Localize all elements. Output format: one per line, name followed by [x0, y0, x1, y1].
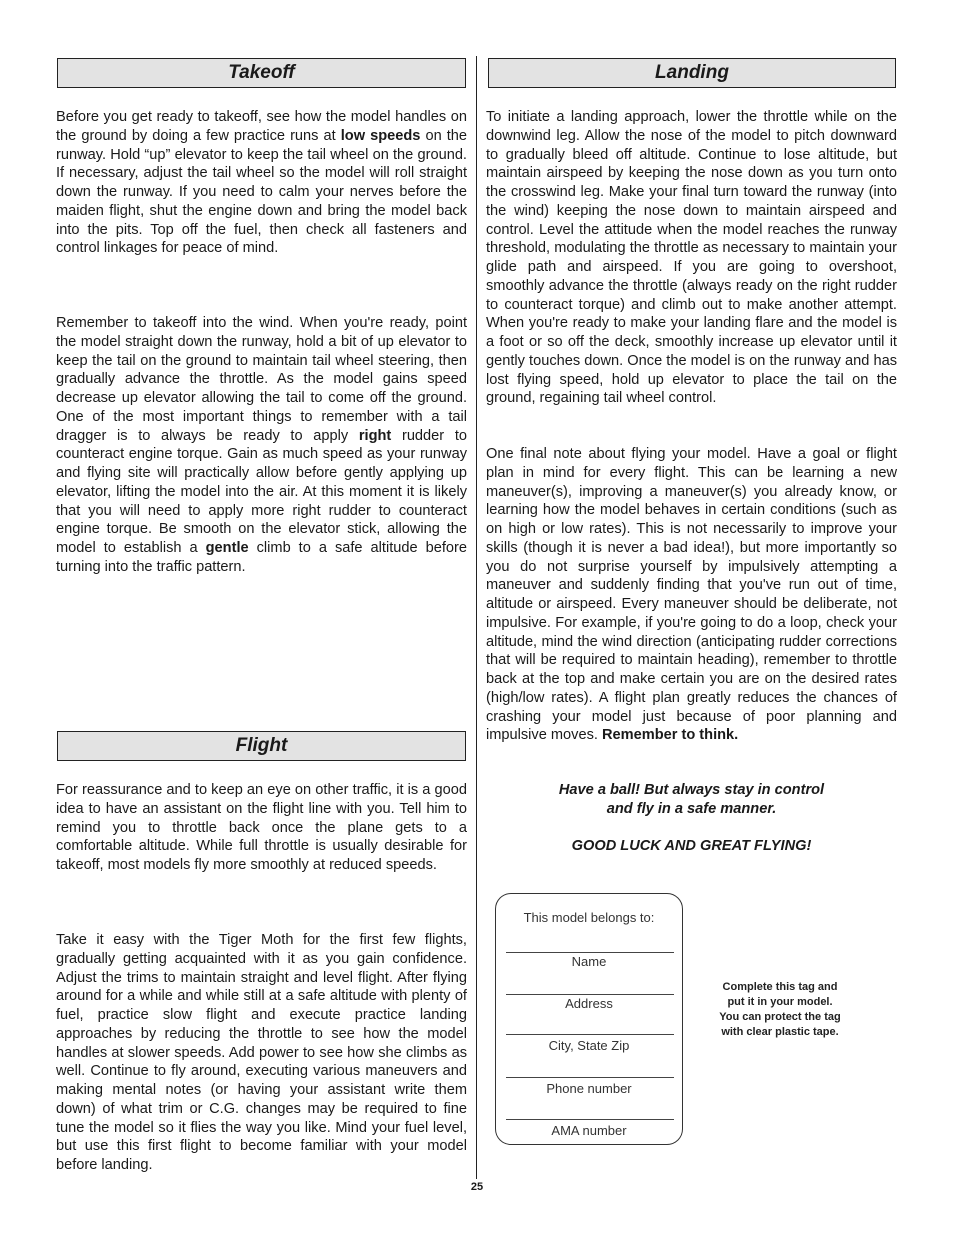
landing-header-text: Landing: [655, 62, 729, 83]
text-run: Remember to takeoff into the wind. When you're ready, point the model straight down the runway, hold a bit of up elevator to keep the tail on the ground to maintain tail wheel steering, then gradually advance the throttle. As the model gains speed decrease up elevator allowing the tail to come off the ground. One of the most important things to remember with a tail dragger is to always be ready to apply: [56, 315, 467, 444]
closing-line-2: and fly in a safe manner.: [606, 801, 777, 817]
flight-header-text: Flight: [235, 735, 288, 756]
text-run: rudder to counteract engine torque. Gain as much speed as your runway and flying site will practically allow before gently applying up elevator, lifting the model into the air. At this moment it is likely that you will need to apply more right rudder to counteract engine torque. Be smooth on the elevator stick, allowing the model to establish a: [56, 427, 467, 556]
tag-line: [506, 952, 674, 953]
flight-paragraph-2: [56, 931, 467, 1175]
page-number: 25: [470, 1181, 484, 1193]
tag-note-line: with clear plastic tape.: [721, 1026, 839, 1038]
tag-line: [506, 1077, 674, 1078]
takeoff-paragraph-2: [56, 314, 467, 577]
tag-note-line: Complete this tag and: [722, 981, 838, 993]
text-run: Take it easy with the Tiger Moth for the first few flights, gradually getting acquainted with it as you gain confidence. Adjust the trims to maintain straight and level flight. After flying around for a while and while still at a safe altitude with plenty of fuel, practice slow flight and execute practice landing approaches by reducing the throttle to see how the model handles at slower speeds. Add power to see how she climbs as well. Continue to fly around, executing various maneuvers and making mental notes (or having your assistant write them down) of what trim or C.G. changes may be required to fine tune the model so it flies the way you like. Mind your fuel level, but use this first flight to become familiar with your model before landing.: [56, 932, 467, 1173]
text-run: One final note about flying your model. Have a goal or flight plan in mind for every flight. This can be learning a new maneuver(s), improving a maneuver(s) you already know, or learning how the model behaves in certain conditions (such as on high or low rates). This is not necessarily to improve your skills (though it is never a bad idea!), but more importantly so you do not surprise yourself by impulsively attempting a maneuver and suddenly finding that you've run out of time, altitude or airspeed. Every maneuver should be deliberate, not impulsive. For example, if you're going to do a loop, check your altitude, mind the wind direction (anticipating rudder corrections that will be required to maintain heading), remember to throttle back at the top and make certain you are on the desired rates (high/low rates). A flight plan greatly reduces the chances of crashing your model just because of poor planning and impulsive moves.: [486, 446, 897, 744]
closing-line-1: Have a ball! But always stay in control: [558, 782, 825, 798]
text-run: Before you get ready to takeoff, see how the model handles on the ground by doing a few practice runs at: [56, 109, 467, 144]
bold-text: Remember to think.: [601, 727, 739, 744]
text-run: on the runway. Hold “up” elevator to keep the tail wheel on the ground. If necessary, adjust the tail wheel so the model will roll straight down the runway. If you need to calm your nerves before the maiden flight, shut the engine down and bring the model back into the pits. Top off the fuel, then check all fasteners and control linkages for peace of mind.: [56, 127, 468, 257]
tag-note-line: You can protect the tag: [719, 1011, 841, 1023]
takeoff-header-text: Takeoff: [228, 62, 295, 83]
landing-paragraph-2: [486, 445, 897, 745]
owner-tag-title: This model belongs to:: [523, 910, 655, 925]
tag-line: [506, 994, 674, 995]
text-run: To initiate a landing approach, lower the throttle while on the downwind leg. Allow the nose of the model to pitch downward to gradually bleed off altitude. Continue to lose altitude, but maintain airspeed by keeping the nose down as you turn onto the crosswind leg. Make your final turn toward the runway (into the wind) keeping the nose down to maintain airspeed and control. Level the attitude when the model reaches the runway threshold, modulating the throttle as necessary to maintain your glide path and airspeed. If you are going to overshoot, smoothly advance the throttle (always ready on the right rudder to counteract torque) and climb out to make another attempt. When you're ready to make your landing flare and the model is a foot or so off the deck, smoothly increase up elevator until it gently touches down. Once the model is on the runway and has lost flying speed, hold up elevator to place the tail on the ground, regaining tail wheel control.: [486, 109, 897, 407]
text-run: For reassurance and to keep an eye on other traffic, it is a good idea to have an assistant on the flight line with you. Tell him to remind you to throttle back once the plane gets to a comfortable altitude. While full throttle is usually desirable for takeoff, most models fly more smoothly at reduced speeds.: [56, 782, 467, 873]
tag-field-phone: Phone number: [546, 1081, 632, 1096]
takeoff-header: [57, 58, 466, 88]
tag-field-name: Name: [571, 954, 607, 969]
landing-paragraph-1: [486, 108, 897, 408]
tag-line: [506, 1119, 674, 1120]
tag-note-line: put it in your model.: [727, 996, 833, 1008]
tag-line: [506, 1034, 674, 1035]
bold-text: gentle: [205, 540, 249, 556]
landing-header: [488, 58, 896, 88]
tag-field-city: City, State Zip: [548, 1038, 630, 1053]
bold-text: low speeds: [340, 127, 421, 144]
tag-field-address: Address: [565, 996, 613, 1011]
tag-note: [700, 980, 860, 1040]
tag-field-ama: AMA number: [551, 1123, 627, 1138]
column-divider: [476, 56, 477, 1179]
closing-line-3: GOOD LUCK AND GREAT FLYING!: [571, 838, 812, 854]
owner-tag: [495, 893, 683, 1145]
text-run: climb to a safe altitude before turning into the traffic pattern.: [56, 540, 467, 575]
bold-text: right: [358, 427, 392, 444]
flight-paragraph-1: [56, 781, 467, 875]
takeoff-paragraph-1: [56, 108, 467, 258]
flight-header: [57, 731, 466, 761]
